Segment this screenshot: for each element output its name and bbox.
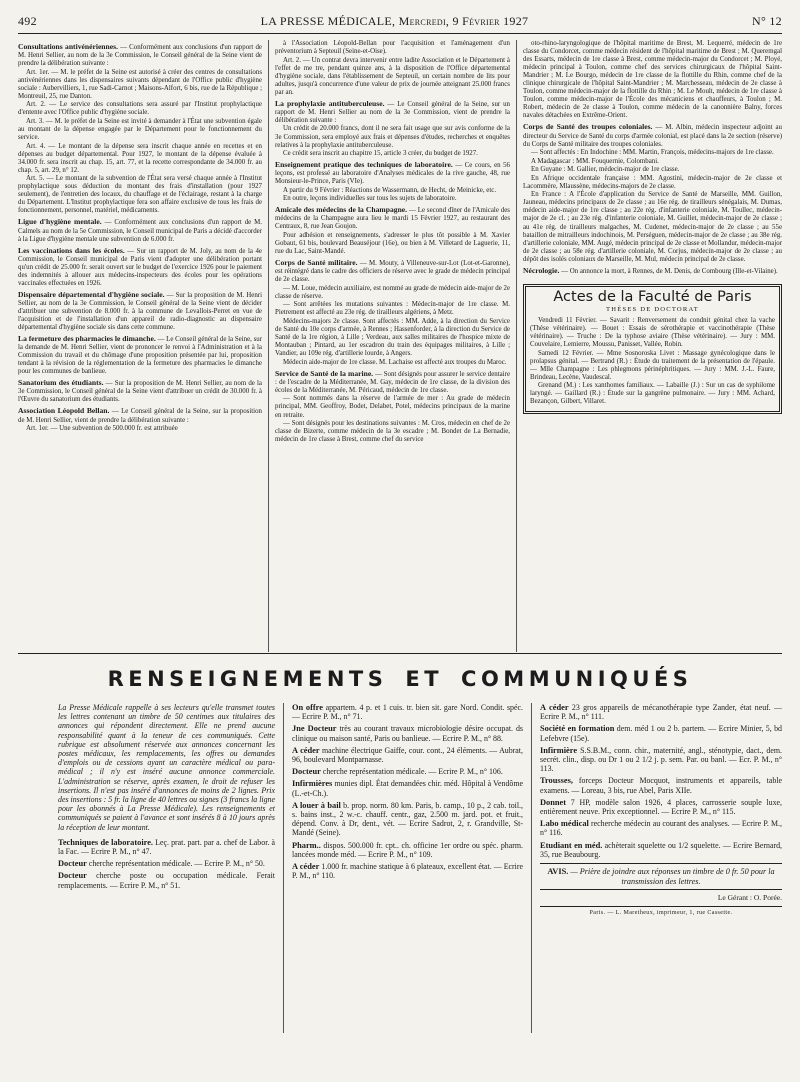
article-text: — Conformément aux conclusions d'un rapport de M. Henri Sellier, au nom de la 3e Commission, le Conseil général de la Seine vient de prendre la délibération suivante : — [18, 44, 262, 68]
article-paragraph — [275, 285, 510, 301]
article-paragraph — [523, 166, 782, 174]
article-heading: La prophylaxie antituberculeuse. — [275, 98, 385, 108]
printer-line: Paris. — L. Maretheux, imprimeur, 1, rue Cassette. — [540, 906, 782, 918]
faculte-title: Actes de la Faculté de Paris — [553, 288, 752, 305]
article-paragraph — [275, 57, 510, 97]
section-title-mid: ET — [405, 667, 444, 691]
article-paragraph — [275, 150, 510, 158]
article-text: — M. Mouty, à Villeneuve-sur-Lot (Lot-et-Garonne), est réintégré dans le cadre des officiers de réserve avec le grade de médecin principal de 2e classe. — [275, 260, 510, 284]
column-2 — [268, 40, 516, 652]
avis-head: AVIS. — [547, 867, 569, 877]
article-heading: Trousses, — [540, 776, 573, 786]
article-text: oto-rhino-laryngologique de l'hôpital maritime de Brest, M. Lequerré, médecin de 1re classe du Condorcet, comme médecin résident de l'hôpital maritime de Brest ; M. Queremgal des Essarts, médecin de 1re classe à Brest, comme médecin-major du Condorcet ; M. Ployé, médecin principal à Toulon, comme chef des services chirurgicaux de l'hôpital Saint-Mandrier ; M. Le Bourgo, médecin de 1re classe de la flottille du Rhin, comme chef de la clinique chirurgicale de l'hôpital Saint-Mandrier ; M. Marchesseau, médecin de 2e classe à Toulon, comme médecin-major de la flottille du Rhin ; M. Le Moult, médecin de 1re classe à Toulon, comme médecin-major de l'École des mécaniciens et chauffeurs, à Toulon ; M. Robert, médecin de 2e classe à Toulon, comme médecin de la canonnière Balny, forces navales détachées en Extrême-Orient. — [523, 40, 782, 120]
article-paragraph — [292, 862, 523, 880]
column-3 — [516, 40, 782, 652]
article-text: Art. 1er. — Une subvention de 500.000 fr. est attribuée — [26, 425, 178, 433]
article-text: Art. 2. — Un contrat devra intervenir entre ladite Association et le Département à l'effet de me tre, pendant quinze ans, à la disposition de l'Office départemental d'hygiène sociale, dans l'établissement de Septeuil, un certain nombre de lits pour adultes, jusqu'à concurrence d'une valeur de prix de journée atteignant 25.000 francs par an. — [275, 56, 510, 96]
article-heading: Corps de Santé militaire. — [275, 258, 358, 268]
article-paragraph — [18, 379, 262, 404]
article-heading: Techniques de laboratoire. — [58, 837, 154, 847]
article-paragraph — [292, 801, 523, 838]
article-heading: Jne Docteur — [292, 724, 337, 734]
article-heading: Sanatorium des étudiants. — [18, 378, 104, 388]
article-heading: Société en formation — [540, 724, 615, 734]
article-text: — Sur un rapport de M. Joly, au nom de la 4e Commission, le Conseil municipal de Paris vient d'adopter une délibération portant qu'un crédit de 25.000 fr. serait ouvert sur le budget de l'exercice 1926 pour le paiement des indemnités à allouer aux médecins-inspecteurs des écoles pour les opérations vaccinales effectuées en 1926. — [18, 247, 262, 287]
article-text: machine électrique Gaiffe, cour. cont., 24 éléments. — Aubrat, 96, boulevard Montparnasse. — [292, 745, 523, 765]
article-text: — Sont désignés pour assurer le service dentaire : de l'escadre de la Méditerranée, M. Gay, médecin de 1re classe, de la division des écoles de la Méditerranée, M. Péricaud, médecin de 1re classe. — [275, 370, 510, 394]
article-heading: Service de Santé de la marine. — [275, 368, 374, 378]
article-heading: Pharm.. — [292, 840, 321, 850]
article-text: Un crédit de 20.000 francs, dont il ne sera fait usage que sur avis conforme de la 3e Commission, sera employé aux frais et dépenses d'études, recherches et enquêtes relatives à la prophylaxie antituberculeuse. — [275, 125, 510, 149]
article-heading: A céder — [292, 862, 320, 872]
classifieds-column-3 — [531, 703, 782, 1033]
article-text: — Sur la proposition de M. Henri Sellier, au nom de la 3e Commission, le Conseil général de la Seine vient de décider d'attribuer une subvention de 8.000 fr. à la commune de Levallois-Perret en vue de l'acquisition et de l'installation d'un appareil de radio-diagnostic au dispensaire départemental d'hygiène sociale sis dans cette commune. — [18, 291, 262, 332]
article-text: — M. Albin, médecin inspecteur adjoint au directeur du Service de Santé du corps d'armée colonial, est placé dans la 2e section (réserve) du Corps de Santé militaire des troupes coloniales. — [523, 124, 782, 148]
article-text: Ce crédit sera inscrit au chapitre 15, article 3 créer, du budget de 1927. — [283, 150, 478, 158]
article-heading: Docteur — [292, 767, 321, 777]
thesis-entry: Samedi 12 Février. — Mme Sosnoroska Livet : Massage gynécologique dans le prolapsus génital. — Bertrand (R.) : Étude du traitement de la présentation de l'épaule. — Mlle Champagne : Les phlegmons périnéphritiques. — Jury : MM. J.-L. Faure, Brindeau, Lecène, Vaudescal. — [530, 349, 775, 381]
thesis-entry: Grenand (M.) : Les xanthomes familiaux. — Labaille (J.) : Sur un cas de syphilome laryngé. — Gaillard (R.) : Étude sur la gangrène pulmonaire. — Jury : MM. Achard, Bezançon, Gilbert, Villaret. — [530, 382, 775, 406]
article-text: à l'Association Léopold-Bellan pour l'acquisition et l'aménagement d'un préventorium à Septeuil (Seine-et-Oise). — [275, 40, 510, 56]
article-heading: Enseignement pratique des techniques de laboratoire. — [275, 160, 453, 170]
faculte-box — [523, 284, 782, 414]
classifieds-column-1 — [58, 703, 283, 1033]
page-number: 492 — [18, 14, 37, 28]
article-heading: Labo médical — [540, 819, 589, 829]
article-text: b. prop. norm. 80 km. Paris, b. camp., 10 p., 2 cab. toil., s. bains inst., 2 w.-c. chauff. centr., gaz, 2.500 m. jard. pot. et fruit., dépend. Conv. à Dr, dent., vét. — Ecrire Sadrot, 2, r. Grandville, St-Mandé (Seine). — [292, 800, 523, 838]
article-text: dem. méd 1 ou 2 b. partem. — Ecrire Minier, 5, bd Lefebvre (15e). — [540, 724, 782, 743]
article-text: recherche médecin au courant des analyses. — Ecrire P. M., n° 116. — [540, 819, 782, 838]
article-paragraph — [18, 407, 262, 424]
article-text: S.S.B.M., conn. chir., maternité, angl., sténotypie, dact., dem. secrét. clin., disp. ou Dr 1 ou 2 1/2 j. p. sem. Par. ou banl. — Ecr. P. M., n° 113. — [540, 745, 782, 774]
article-paragraph — [18, 218, 262, 243]
article-paragraph — [58, 871, 275, 889]
article-text: — Sont arrêtées les mutations suivantes : Médecin-major de 1re classe. M. Pietrement est affecté au 23e rég. de tirailleurs algériens, à Metz. — [275, 301, 510, 317]
gerant-line: Le Gérant : O. Porée. — [717, 893, 782, 903]
article-paragraph — [275, 301, 510, 317]
article-heading: La fermeture des pharmacies le dimanche. — [18, 334, 156, 344]
article-heading: Amicale des médecins de la Champagne. — [275, 205, 408, 215]
article-heading: A louer à bail — [292, 800, 341, 810]
article-heading: Infirmière — [540, 745, 578, 755]
page-header — [18, 14, 782, 34]
article-heading: A céder — [292, 745, 320, 755]
article-heading: Corps de Santé des troupes coloniales. — [523, 122, 653, 132]
article-heading: Nécrologie. — [523, 265, 560, 275]
article-heading: Dispensaire départemental d'hygiène sociale. — [18, 289, 165, 299]
section-title-left: RENSEIGNEMENTS — [107, 667, 388, 691]
article-paragraph — [523, 149, 782, 157]
article-text: Art. 5. — Le montant de la subvention de l'État sera versé chaque année à l'Institut prophylactique sous déduction du montant des frais d'installation (pour 1927 seulement), de l'entretien des locaux, du chauffage et de l'éclairage, restant à la charge du Département. L'Institut prophylactique fera son affaire exclusive de tous les frais de fonctionnement, personnel, matériel, médicaments. — [18, 175, 262, 215]
article-text: A partir du 9 Février : Réactions de Wassermann, de Hecht, de Meinicke, etc. — [283, 186, 497, 194]
article-paragraph — [18, 118, 262, 142]
article-paragraph — [275, 125, 510, 149]
article-heading: Docteur — [58, 871, 87, 881]
article-paragraph — [292, 746, 523, 764]
classifieds — [58, 703, 782, 1033]
article-heading: Infirmières — [292, 779, 333, 789]
article-paragraph — [523, 191, 782, 263]
article-text: Art. 4. — Le montant de la dépense sera inscrit chaque année en recettes et en dépenses au budget départemental. Pour 1927, le montant de la dépense évaluée à 34.000 fr. sera inscrit au chap. 15, art. 77, et la recette correspondante de 34.000 fr. au chap. 5, art. 29, n° 12. — [18, 142, 262, 174]
article-text: — On annonce la mort, à Rennes, de M. Denis, de Combourg (Ille-et-Vilaine). — [561, 267, 778, 275]
article-paragraph — [540, 776, 782, 794]
article-text: 7 HP, modèle salon 1926, 4 places, carrosserie souple luxe, entièrement neuve. Prix exceptionnel. — Ecrire P. M., n° 115. — [540, 797, 782, 817]
article-text: — Ce cours, en 56 leçons, est professé au laboratoire d'Analyses médicales de la rive gauche, 48, rue Monsieur-le-Prince, Paris (VIe). — [275, 162, 510, 186]
section-title — [18, 667, 782, 691]
article-paragraph — [292, 724, 523, 742]
article-heading: On offre — [292, 703, 323, 712]
article-text: dispos. 500.000 fr. cpt.. ch. officine 1er ordre ou spéc. pharm. lancées monde méd. — Ecrire P. M., n° 109. — [292, 840, 523, 859]
article-text: Leç. prat. part. par a. chef de Labor. à la Fac. — Ecrire P. M., n° 47. — [58, 837, 275, 857]
article-paragraph — [540, 746, 782, 774]
article-paragraph — [540, 703, 782, 721]
article-text: — Sur la proposition de M. Henri Sellier, au nom de la 3e Commission, le Conseil général de la Seine vient d'attribuer un crédit de 30.000 fr. à l'Œuvre du sanatorium des étudiants. — [18, 380, 262, 404]
article-paragraph — [18, 291, 262, 332]
article-paragraph — [540, 798, 782, 816]
article-text: munies dipl. État demandées chir. méd. Hôpital à Vendôme (L.-et-Ch.). — [292, 779, 523, 798]
article-heading: A céder — [540, 703, 569, 712]
publication-title: LA PRESSE MÉDICALE, Mercredi, 9 Février 1927 — [260, 14, 529, 28]
article-text: Art. 2. — Le service des consultations sera assuré par l'Institut prophylactique d'entente avec l'Office public d'hygiène sociale. — [18, 101, 262, 117]
article-paragraph — [275, 359, 510, 367]
article-text: — Sont désignés pour les destinations suivantes : M. Cros, médecin en chef de 2e classe de Bizerte, comme médecin de la 3e escadre ; M. Bondet de La Bernadie, médecin de 1re classe à Brest, comme chef du service — [275, 420, 510, 444]
avis-notice — [540, 863, 782, 890]
article-text: achèterait squelette ou 1/2 squelette. — Ecrire Bernard, 35, rue Beaubourg. — [540, 840, 782, 859]
article-text: En outre, leçons individuelles sur tous les sujets de laboratoire. — [283, 195, 457, 203]
article-heading: Consultations antivénériennes. — [18, 42, 118, 51]
article-paragraph — [275, 195, 510, 203]
article-paragraph — [18, 143, 262, 175]
article-paragraph — [58, 859, 275, 868]
article-paragraph — [523, 175, 782, 191]
article-text: Médecin aide-major de 1re classe. M. Lachaise est affecté aux troupes du Maroc. — [283, 358, 507, 366]
article-text: Art. 3. — M. le préfet de la Seine est invité à demander à l'État une subvention égale au montant de la dépense engagée par le Département pour le fonctionnement du service. — [18, 117, 262, 142]
article-paragraph — [18, 175, 262, 215]
avis-text: — Prière de joindre aux réponses un timbre de 0 fr. 50 pour la transmission des lettres. — [570, 867, 775, 886]
article-heading: Ligue d'hygiène mentale. — [18, 217, 102, 227]
article-paragraph — [523, 40, 782, 120]
article-paragraph — [18, 43, 262, 68]
article-text: cherche poste ou occupation médicale. Ferait remplacements. — Ecrire P. M., n° 51. — [58, 871, 275, 890]
article-text: — Le Conseil général de la Seine, sur la demande de M. Henri Sellier, vient de prononcer le renvoi à l'Administration et à la Commission du travail et du chômage d'une proposition présentée par lui, proposition tendant à la révision de la réglementation de la fermeture des pharmacies le dimanche pour les communes de banlieue. — [18, 336, 263, 376]
article-paragraph — [292, 779, 523, 797]
article-paragraph — [275, 206, 510, 231]
article-paragraph — [540, 724, 782, 742]
column-1 — [18, 40, 268, 652]
article-text: A Madagascar : MM. Fouquernie, Colombani. — [531, 157, 659, 165]
issue-number: N° 12 — [752, 14, 782, 28]
article-text: — M. Loue, médecin auxiliaire, est nommé au grade de médecin aide-major de 2e classe de réserve. — [275, 284, 510, 300]
thesis-entry: Vendredi 11 Février. — Savarit : Renversement du condnit génital chez la vache (Thèse vétérinaire). — Bouet : Essais de sérothérapie et vaccinothérapie (Thèse vétérinaire). — Truche : De la typhose aviaire (Thèse vétérinaire). — Jury : MM. Couvelaire, Lemierre, Moussu, Panisset, Vallée, Robin. — [530, 316, 775, 349]
article-paragraph — [523, 123, 782, 148]
article-heading: Etudiant en méd. — [540, 840, 603, 850]
article-text: En France : A l'École d'application du Service de Santé de Marseille, MM. Guillon, Jauneau, médecins principaux de 2e classe ; au 16e rég. de tirailleurs sénégalais, M. Dumas, médecin aide-major de 1re classe ; au 22e rég. d'infanterie coloniale, M. Toullec, médecin-major de 2e cl. ; au 23e rég. d'infanterie coloniale, M. Guillet, médecin-major de 2e classe ; au 41e rég. de tirailleurs malgaches, M. Cudenet, médecin-major de 2e classe ; au 55e bataillon de mitrailleurs indochinois, M. Perséguen, médecin-major de 2e classe ; au 38e rég. d'artillerie coloniale, MM. Augé, médecin principal de 2e classe et Mollandur, médecin-major de 2e classe ; au 58e rég. d'artillerie coloniale, M. Corjus, médecin-major de 2e classe ; au dépôt des isolés coloniaux de Marseille, M. Mul, médecin principal de 2e classe. — [523, 191, 782, 263]
article-paragraph — [275, 370, 510, 395]
article-text: — Le second dîner de l'Amicale des médecins de la Champagne aura lieu le mardi 15 Février 1927, au restaurant des Centraux, 8, rue Jean Goujon. — [275, 207, 510, 231]
article-paragraph — [275, 318, 510, 358]
article-paragraph — [18, 335, 262, 376]
article-text: — Sont affectés : En Indochine : MM. Martin, François, médecins-majors de 1re classe. — [531, 149, 774, 157]
article-paragraph — [18, 247, 262, 288]
article-heading: Les vaccinations dans les écoles. — [18, 245, 125, 255]
article-paragraph — [292, 841, 523, 859]
article-text: 23 gros appareils de mécanothérapie type Zander, état neuf. — Ecrire P. M., n° 111. — [540, 703, 782, 722]
article-paragraph — [18, 425, 262, 433]
article-paragraph — [292, 703, 523, 721]
article-text: — Le Conseil général de la Seine, sur un rapport de M. Henri Sellier au nom de la 3e Commission, vient de prendre la délibération suivante : — [275, 100, 510, 124]
article-text: — Le Conseil général de la Seine, sur la proposition de M. Henri Sellier, vient de prendre la délibération suivante : — [18, 408, 262, 424]
article-text: 1.000 fr. machine statique à 6 plateaux, excellent état. — Ecrire P. M., n° 110. — [292, 862, 523, 881]
classifieds-intro: La Presse Médicale rappelle à ses lecteurs qu'elle transmet toutes les lettres contenant un timbre de 50 centimes aux titulaires des annonces qui répondent directement. Elle ne prend aucune responsabilité quant à la teneur de ces communiqués. Cette rubrique est absolument réservée aux annonces concernant les postes médicaux, les remplacements, les offres ou demandes d'emplois ou de cessions ayant un caractère médical ou para-médical ; il n'y est inséré aucune annonce commerciale. L'administration se réserve, après examen, le droit de refuser les insertions. Il n'est pas inséré d'annonces de moins de 2 lignes. Prix des insertions : 5 fr. la ligne de 40 lettres ou signes (3 francs la ligne pour les abonnés à La Presse Médicale). Les renseignements et communiqués se paient à l'avance et sont insérés 8 à 10 jours après la réception de leur montant. — [58, 703, 275, 832]
article-paragraph — [540, 819, 782, 837]
article-text: Pour adhésion et renseignements, s'adresser le plus tôt possible à M. Xavier Gobaut, 61 bis, boulevard Beauséjour (16e), ou bien à M. Villetard de Laguerie, 11, rue du Lac, Saint-Mandé. — [275, 232, 510, 256]
article-text: En Afrique occidentale française : MM. Agostini, médecin-major de 2e classe et Lacommère, Mlaussène, médecins-majors de 2e classe. — [523, 174, 782, 190]
article-text: Art. 1er. — M. le préfet de la Seine est autorisé à créer des centres de consultations antivénériennes dans les dispensaires suivants dépendant de l'Office public d'hygiène sociale : Aubervilliers, 1, rue Sadi-Carnot ; Maisons-Alfort, 6 bis, rue de la République ; Montreuil, 25, rue Danton. — [18, 68, 262, 100]
faculte-subtitle: THÈSES DE DOCTORAT — [606, 305, 699, 313]
article-paragraph — [275, 259, 510, 284]
article-text: cherche représentation médicale. — Ecrire P. M., n° 106. — [322, 767, 503, 777]
article-text: cherche représentation médicale. — Ecrire P. M., n° 50. — [88, 859, 265, 869]
article-text: En Guyane : M. Gallier, médecin-major de 1re classe. — [531, 166, 680, 174]
article-text: très au courant travaux microbiologie désire occupat. ds clinique ou maison santé, Paris ou banlieue. — Ecrire P. M., n° 88. — [292, 724, 523, 743]
article-paragraph — [523, 267, 782, 276]
article-paragraph — [275, 161, 510, 186]
article-paragraph — [275, 232, 510, 256]
article-text: Médecins-majors 2e classe. Sont affectés : MM. Adde, à la direction du Service de Santé du 10e corps d'armée, à Rennes ; Hassenforder, à la direction du Service de Santé de la 1re région, à Lille ; Verdeau, aux salles militaires de l'hospice mixte de Montauban ; Pintard, au 1er escadron du train des équipages militaires, à Lille ; Vandier, au 109e rég. d'artillerie lourde, à Angers. — [275, 318, 510, 358]
section-divider — [18, 653, 782, 654]
article-text: appartem. 4 p. et 1 cuis. tr. bien sit. gare Nord. Condit. spéc. — Ecrire P. M., n° 71. — [292, 703, 523, 722]
article-heading: Docteur — [58, 859, 87, 869]
article-paragraph — [540, 841, 782, 859]
article-paragraph — [275, 420, 510, 444]
article-paragraph — [18, 69, 262, 101]
section-title-right: COMMUNIQUÉS — [461, 667, 693, 691]
article-paragraph — [292, 767, 523, 776]
news-columns — [18, 40, 782, 652]
article-paragraph — [523, 158, 782, 166]
article-paragraph — [275, 40, 510, 56]
article-heading: Donnet — [540, 797, 567, 807]
article-paragraph — [18, 101, 262, 117]
article-paragraph — [275, 187, 510, 195]
article-text: forceps Docteur Mocquot, instruments et appareils, table examens. — Loreau, 3 bis, rue Abel, Paris XIIe. — [540, 776, 782, 795]
article-paragraph — [275, 395, 510, 419]
article-paragraph — [58, 838, 275, 856]
classifieds-column-2 — [283, 703, 531, 1033]
article-paragraph — [275, 100, 510, 125]
article-text: — Sont nommés dans la réserve de l'armée de mer : Au grade de médecin principal, MM. Geoffroy, Bodet, Delabet, Potel, médecins principaux de la marine en retraite. — [275, 395, 510, 419]
article-text: — Conformément aux conclusions d'un rapport de M. Calmels au nom de la 5e Commission, le Conseil municipal de Paris a décidé d'accorder à la Ligue d'hygiène mentale une subvention de 6.000 fr. — [18, 219, 262, 243]
article-heading: Association Léopold Bellan. — [18, 406, 110, 416]
